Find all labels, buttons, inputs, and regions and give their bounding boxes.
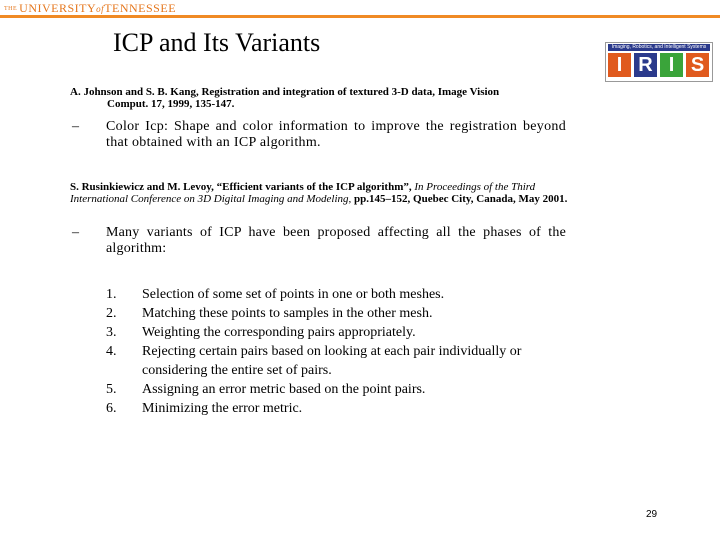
bullet-marker-2: – bbox=[72, 225, 79, 240]
list-item bbox=[106, 399, 576, 418]
list-item-number: 1. bbox=[106, 287, 117, 302]
list-item-text: Weighting the corresponding pairs appropriately. bbox=[142, 325, 416, 340]
reference-1-line-2: Comput. 17, 1999, 135-147. bbox=[107, 98, 235, 110]
iris-letter-i1: I bbox=[608, 53, 631, 77]
bullet-color-icp: Color Icp: Shape and color information to improve the registration beyond that obtained with an ICP algorithm. bbox=[106, 119, 566, 150]
header-bar bbox=[0, 0, 720, 18]
slide-title: ICP and Its Variants bbox=[113, 28, 321, 57]
list-item-text: Matching these points to samples in the other mesh. bbox=[142, 306, 433, 321]
university-prefix: THE bbox=[4, 6, 18, 13]
iris-letters bbox=[608, 53, 709, 77]
list-item bbox=[106, 323, 576, 342]
list-item bbox=[106, 380, 576, 399]
iris-letter-r: R bbox=[634, 53, 657, 77]
bullet-many-variants: Many variants of ICP have been proposed affecting all the phases of the algorithm: bbox=[106, 225, 566, 256]
university-name-b: TENNESSEE bbox=[104, 1, 177, 15]
list-item-number: 5. bbox=[106, 382, 117, 397]
iris-letter-i2: I bbox=[660, 53, 683, 77]
university-of: of bbox=[96, 4, 105, 14]
list-item-text: Minimizing the error metric. bbox=[142, 401, 303, 416]
list-item bbox=[106, 285, 576, 304]
list-item-text: Rejecting certain pairs based on looking at each pair individually or considering the entire set of pairs. bbox=[142, 344, 522, 378]
iris-logo bbox=[605, 42, 713, 82]
reference-1-line-1: A. Johnson and S. B. Kang, Registration and integration of textured 3-D data, Image Vision bbox=[70, 86, 500, 98]
list-item-text: Selection of some set of points in one or both meshes. bbox=[142, 287, 445, 302]
reference-2-authors: S. Rusinkiewicz and M. Levoy, “Efficient variants of the ICP algorithm”, bbox=[70, 181, 412, 193]
header-accent-line bbox=[0, 15, 720, 18]
bullet-marker-1: – bbox=[72, 119, 79, 134]
list-item-number: 2. bbox=[106, 306, 117, 321]
reference-2-proceedings: In Proceedings of the Third International Conference on 3D Digital Imaging and Modeling, bbox=[70, 181, 536, 205]
list-item-number: 3. bbox=[106, 325, 117, 340]
reference-2-pages: pp.145–152, Quebec City, Canada, May 2001. bbox=[354, 193, 568, 205]
university-name-a: UNIVERSITY bbox=[19, 1, 97, 15]
list-item-number: 6. bbox=[106, 401, 117, 416]
list-item-number: 4. bbox=[106, 344, 117, 359]
reference-rusinkiewicz-levoy bbox=[70, 181, 568, 205]
iris-letter-s: S bbox=[686, 53, 709, 77]
icp-phases-list bbox=[106, 285, 576, 418]
page-number: 29 bbox=[646, 509, 658, 520]
list-item bbox=[106, 304, 576, 323]
list-item-text: Assigning an error metric based on the point pairs. bbox=[142, 382, 426, 397]
iris-tagline: Imaging, Robotics, and Intelligent Systems bbox=[608, 44, 710, 51]
university-logo bbox=[4, 1, 176, 16]
list-item bbox=[106, 342, 576, 380]
reference-johnson-kang bbox=[70, 86, 568, 110]
